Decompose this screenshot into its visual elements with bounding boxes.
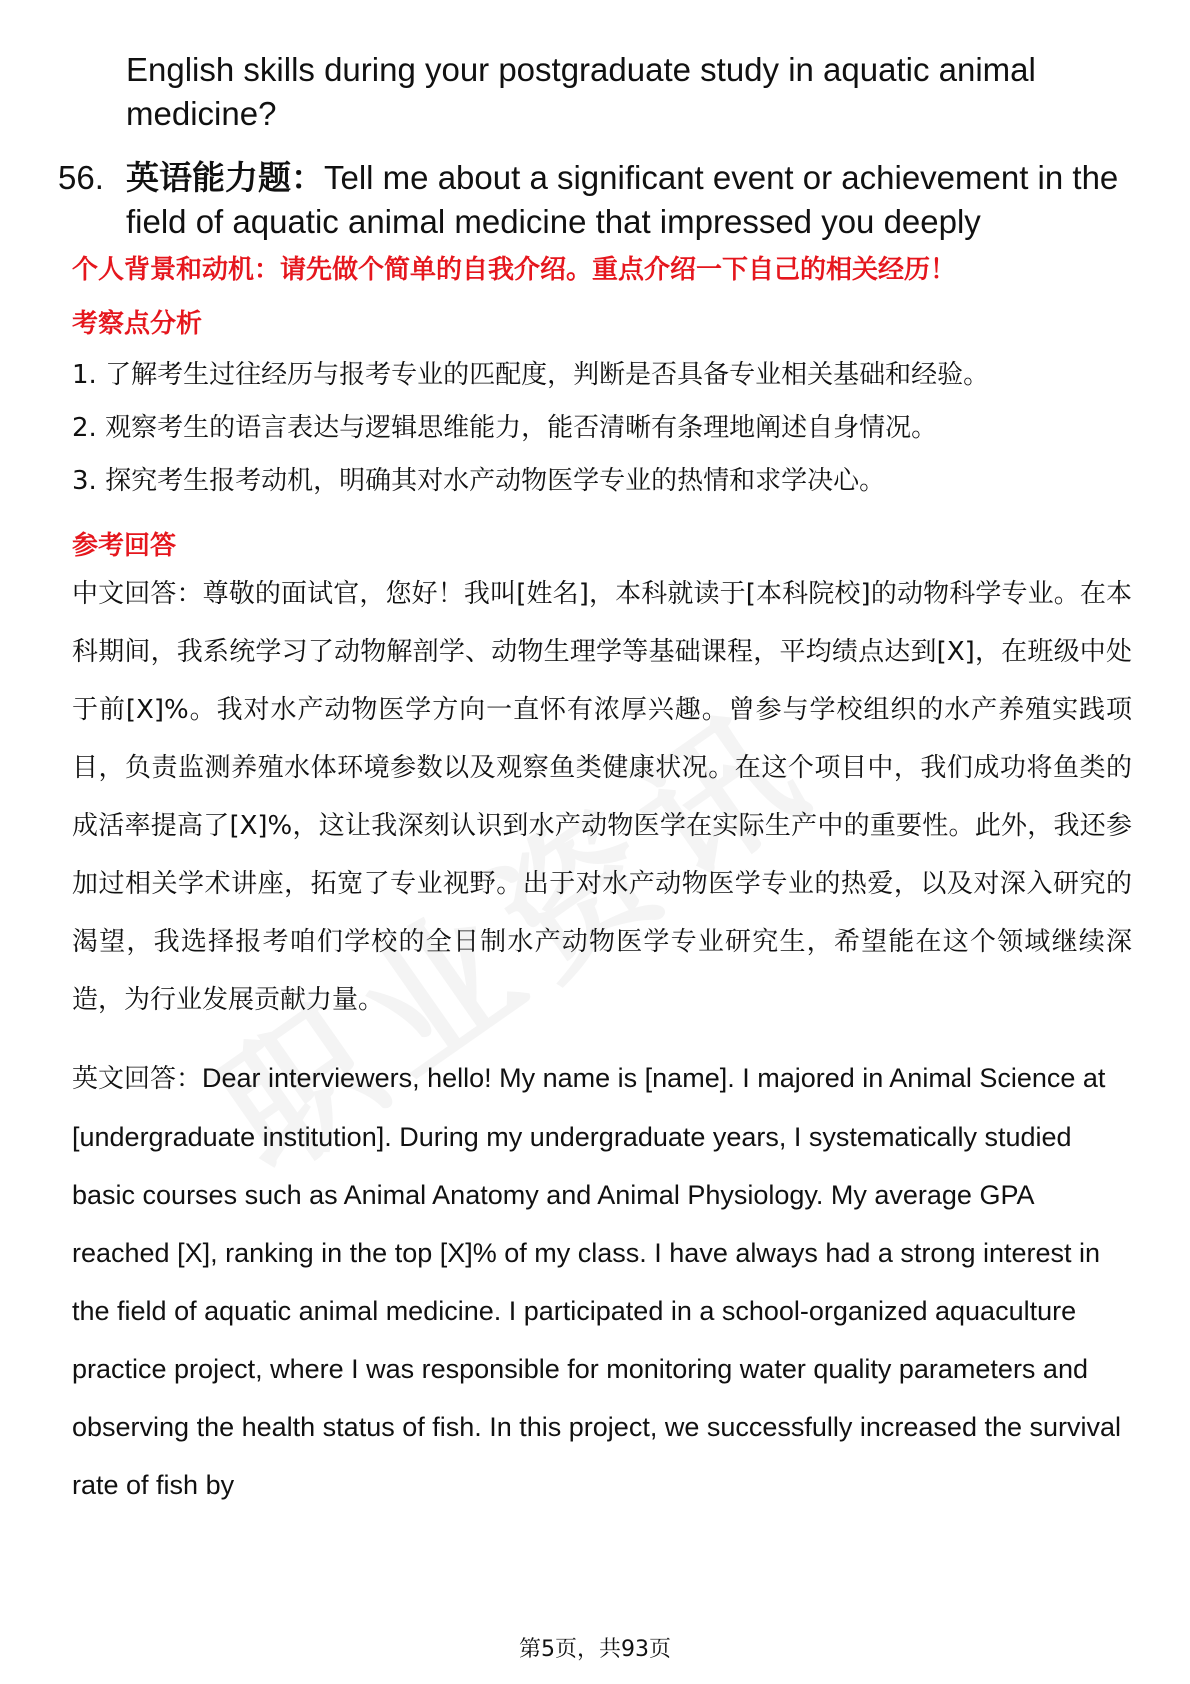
analysis-item-2: 2. 观察考生的语言表达与逻辑思维能力，能否清晰有条理地阐述自身情况。 xyxy=(72,413,938,443)
analysis-item-1: 1. 了解考生过往经历与报考专业的匹配度，判断是否具备专业相关基础和经验。 xyxy=(72,360,990,390)
page-footer: 第5页，共93页 xyxy=(519,1637,671,1662)
english-answer xyxy=(72,1049,1132,1514)
section-heading: 个人背景和动机：请先做个简单的自我介绍。重点介绍一下自己的相关经历！ xyxy=(72,255,957,285)
chinese-answer: 中文回答：尊敬的面试官，您好！我叫[姓名]，本科就读于[本科院校]的动物科学专业。在本科期间，我系统学习了动物解剖学、动物生理学等基础课程，平均绩点达到[X]，在班级中处于前[X]%。我对水产动物医学方向一直怀有浓厚兴趣。曾参与学校组织的水产养殖实践项目，负责监测养殖水体环境参数以及观察鱼类健康状况。在这个项目中，我们成功将鱼类的成活率提高了[X]%，这让我深刻认识到水产动物医学在实际生产中的重要性。此外，我还参加过相关学术讲座，拓宽了专业视野。出于对水产动物医学专业的热爱，以及对深入研究的渴望，我选择报考咱们学校的全日制水产动物医学专业研究生，希望能在这个领域继续深造，为行业发展贡献力量。 xyxy=(72,579,1132,1015)
reference-heading: 参考回答 xyxy=(72,531,177,561)
question-56 xyxy=(58,156,1138,244)
analysis-item-3: 3. 探究考生报考动机，明确其对水产动物医学专业的热情和求学决心。 xyxy=(72,466,886,496)
question-number: 56. xyxy=(58,159,104,196)
question-text xyxy=(126,156,1138,244)
question-label: 英语能力题： xyxy=(126,158,324,197)
analysis-heading: 考察点分析 xyxy=(72,309,203,339)
question-body: Tell me about a significant event or achievement in the field of aquatic animal medicine that impressed you deeply xyxy=(126,159,1119,240)
english-answer-text: Dear interviewers, hello! My name is [name]. I majored in Animal Science at [undergraduate institution]. During my undergraduate years, I systematically studied basic courses such as Animal Anatomy and Animal Physiology. My average GPA reached [X], ranking in the top [X]% of my class. I have always had a strong interest in the field of aquatic animal medicine. I participated in a school-organized aquaculture practice project, where I was responsible for monitoring water quality parameters and observing the health status of fish. In this project, we successfully increased the survival rate of fish by xyxy=(72,1063,1122,1500)
question-continued: English skills during your postgraduate study in aquatic animal medicine? xyxy=(126,51,1036,132)
english-answer-label: 英文回答： xyxy=(72,1064,203,1094)
